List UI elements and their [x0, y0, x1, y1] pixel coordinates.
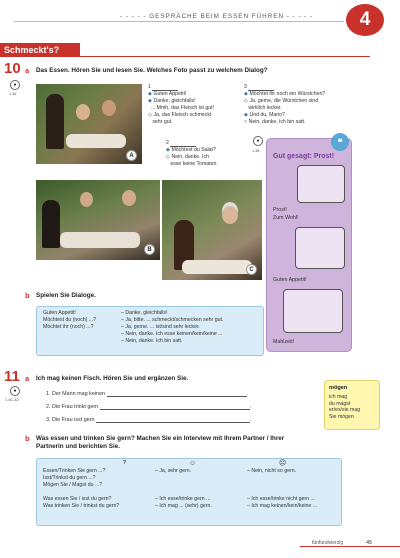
interview-pos: – Ja, sehr gern. [155, 468, 192, 474]
fill-blank-input[interactable] [96, 422, 250, 423]
fill-prompt: 2. Die Frau trinkt gern [46, 404, 99, 410]
dialog-line: Ja, das Fleisch schmeckt [153, 112, 212, 119]
dialog-number: 1 [148, 84, 151, 90]
dialog-line: ... Mmh, das Fleisch ist gut! [150, 105, 215, 112]
phrase-bubble [36, 306, 264, 356]
fill-prompt: 3. Die Frau isst gern [46, 417, 95, 423]
grammar-row: ich mag [329, 394, 348, 400]
interview-q: Essen/Trinken Sie gern ...? [43, 468, 106, 474]
bubble-phrase: Möchtest du (noch) ...? [43, 317, 97, 323]
section-title: Schmeckt's? [0, 43, 80, 57]
header-rule [14, 21, 344, 22]
interview-bubble [36, 458, 342, 526]
bubble-phrase: – Ja, bitte. ... schmeckt/schmecken sehr gut. [121, 317, 224, 323]
grammar-row: er/es/sie mag [329, 407, 361, 414]
phrase-guten-appetit: Guten Appetit! [273, 277, 307, 283]
gut-gesagt-box [266, 138, 352, 352]
interview-neg: – Ich mag keinen/kein/keine ... [247, 503, 318, 509]
fill-prompt: 1. Der Mann mag keinen [46, 391, 106, 397]
photo-label-b: B [144, 244, 155, 255]
page-word: fünfundvierzig [312, 540, 344, 546]
chapter-badge: 4 [346, 4, 384, 36]
audio-cd-icon[interactable]: ● [253, 136, 263, 146]
exercise-number-11: 11 [4, 368, 20, 385]
interview-pos: – Ich esse/trinke gern ... [155, 496, 211, 502]
exercise-letter: a [25, 66, 30, 75]
grammar-row: du magst [329, 400, 351, 407]
phrase-prost: Prost! [273, 207, 287, 213]
dialog-line: Danke, gleichfalls! [153, 98, 196, 105]
toast-illustration [297, 165, 345, 203]
bubble-phrase: Guten Appetit! [43, 310, 76, 316]
grammar-title: mögen [329, 385, 348, 391]
dialog-line: sehr gut. [152, 119, 173, 126]
photo-a [36, 84, 142, 164]
chapter-title: - - - - - GESPRÄCHE BEIM ESSEN FÜHREN - - - - - [120, 13, 314, 20]
interview-q: Was essen Sie / isst du gern? [43, 496, 112, 502]
track-number: 1.38 [252, 149, 260, 153]
dialog-line: Nein, danke. Ich [171, 154, 209, 161]
page-number: 45 [366, 540, 373, 546]
dialog-line: esse keine Tomaten. [170, 161, 218, 168]
interview-q: Was trinken Sie / trinkst du gern? [43, 503, 120, 509]
interview-neg: – Nein, nicht so gern. [247, 468, 297, 474]
exercise-instruction: Spielen Sie Dialoge. [36, 292, 96, 299]
fill-blank-input[interactable] [107, 396, 247, 397]
interview-negative [247, 468, 317, 510]
bubble-phrase: Möchtet ihr (noch) ...? [43, 324, 94, 330]
dialog-line: wirklich lecker. [248, 105, 282, 112]
fill-line-2: 2. Die Frau trinkt gern . [46, 404, 252, 410]
interview-questions [43, 468, 119, 510]
interview-q: Mögen Sie / Magst du ...? [43, 482, 103, 488]
dialog-line: Guten Appetit! [153, 91, 187, 98]
lunch-illustration [283, 289, 343, 333]
bubble-phrase: – Ja, gerne. ... ist/sind sehr lecker. [121, 324, 200, 330]
exercise-letter: b [25, 291, 30, 300]
bubble-phrase: – Danke, gleichfalls! [121, 310, 168, 316]
dialog-number: 3 [244, 84, 247, 90]
col-head-question: ? [123, 460, 127, 466]
audio-cd-icon[interactable]: ● [10, 80, 20, 90]
dialog-1: 1 ◆ Guten Appetit! ◆ Danke, gleichfalls! ... Mmh, das Fleisch ist gut! ◇ Ja, das Fleisch schmeckt sehr gut. [148, 84, 215, 126]
photo-label-c: C [246, 264, 257, 275]
photo-b [36, 180, 160, 260]
phrase-zum-wohl: Zum Wohl! [273, 215, 299, 221]
footer-rule [300, 546, 400, 547]
fill-blank-input[interactable] [100, 409, 250, 410]
track-number: 1.40–42 [5, 398, 19, 402]
bubble-left-col [43, 310, 96, 331]
section-rule [0, 56, 370, 57]
exercise-letter: a [25, 374, 30, 383]
exercise-instruction: Ich mag keinen Fisch. Hören Sie und ergänzen Sie. [36, 375, 189, 382]
bubble-right-col [121, 310, 223, 345]
dialog-number: 2 [166, 140, 169, 146]
audio-cd-icon[interactable]: ● [10, 386, 20, 396]
photo-c [162, 180, 262, 280]
interview-q: Isst/Trinkst du gern ...? [43, 475, 96, 481]
exercise-instruction: Was essen und trinken Sie gern? Machen Sie ein Interview mit Ihrem Partner / Ihrer Partnerin und berichten Sie. [36, 435, 285, 450]
grammar-row: Sie mögen [329, 413, 354, 420]
interview-pos: – Ich mag ... (sehr) gern. [155, 503, 212, 509]
bubble-phrase: – Nein, danke. Ich esse keinen/kein/keine ... [121, 331, 223, 337]
speech-quote-icon: ❝ [331, 133, 349, 151]
phrase-mahlzeit: Mahlzeit! [273, 339, 295, 345]
col-head-frown-icon: ☹ [279, 460, 287, 467]
fill-line-1: 1. Der Mann mag keinen . [46, 391, 249, 397]
dialog-line: Und du, Mario? [249, 112, 285, 119]
dialog-line: Nein, danke, ich bin satt. [248, 119, 306, 126]
exercise-instruction: Das Essen. Hören Sie und lesen Sie. Welches Foto passt zu welchem Dialog? [36, 67, 268, 74]
exercise-letter: b [25, 434, 30, 443]
photo-label-a: A [126, 150, 137, 161]
grammar-box [324, 380, 380, 430]
fill-line-3: 3. Die Frau isst gern . [46, 417, 252, 423]
interview-neg: – Ich esse/trinke nicht gern ... [247, 496, 315, 502]
track-number: 1.36 [9, 92, 17, 96]
dialog-2: 2 ◆ Möchtest du Salat? ◇ Nein, danke. Ich esse keine Tomaten. [166, 140, 218, 168]
gut-gesagt-title: Gut gesagt: Prost! [273, 153, 335, 160]
col-head-smile-icon: ☺ [189, 460, 197, 467]
dialog-3: 3 ◆ Möchtet ihr noch ein Würstchen? ◇ Ja, gerne, die Würstchen sind wirklich lecker. ◆ Und du, Mario? ○ Nein, danke, ich bin satt. [244, 84, 326, 126]
dialog-line: Ja, gerne, die Würstchen sind [249, 98, 319, 105]
dialog-line: Möchtest du Salat? [171, 147, 216, 154]
interview-positive [155, 468, 212, 510]
exercise-number-10: 10 [4, 60, 21, 77]
grammar-table [329, 394, 360, 420]
dinner-illustration [295, 227, 345, 269]
bubble-phrase: – Nein, danke. Ich bin satt. [121, 338, 183, 344]
dialog-line: Möchtet ihr noch ein Würstchen? [249, 91, 326, 98]
